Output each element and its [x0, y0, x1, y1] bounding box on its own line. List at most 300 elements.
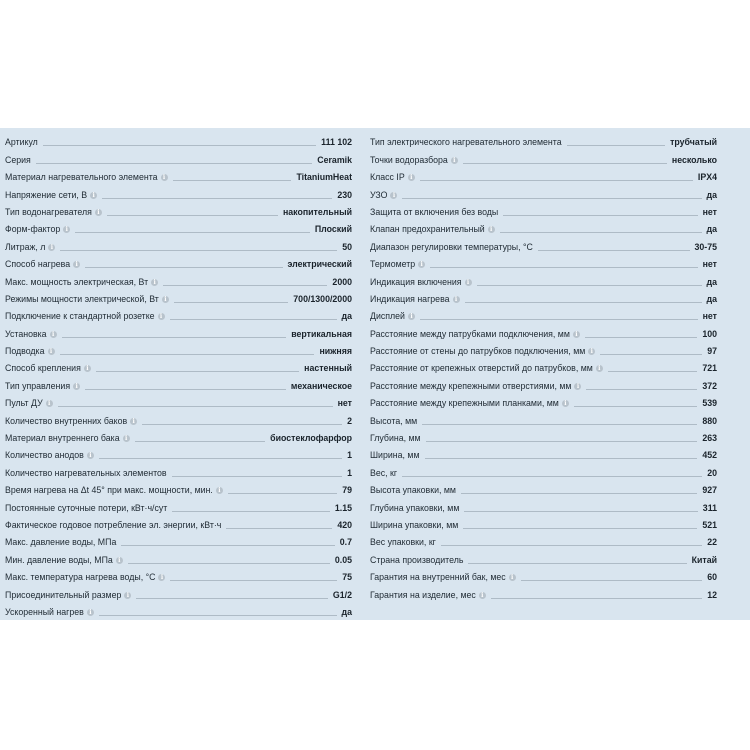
spec-row — [370, 461, 717, 478]
spec-value: да — [706, 293, 717, 304]
spec-value: накопительный — [282, 206, 352, 217]
leader-line — [36, 162, 312, 164]
leader-line — [585, 336, 697, 338]
spec-label-text: Расстояние от крепежных отверстий до патрубков, мм — [370, 363, 593, 374]
info-icon[interactable] — [453, 296, 460, 303]
spec-row — [5, 496, 352, 513]
leader-line — [99, 457, 342, 459]
spec-label — [370, 590, 486, 601]
spec-label — [5, 155, 31, 166]
spec-row — [5, 566, 352, 583]
spec-label-text: Класс IP — [370, 172, 405, 183]
spec-row — [370, 183, 717, 200]
spec-row — [370, 288, 717, 305]
spec-value: да — [706, 224, 717, 235]
leader-line — [107, 214, 278, 216]
leader-line — [420, 179, 693, 181]
spec-label-text: Материал внутреннего бака — [5, 433, 120, 444]
info-icon[interactable] — [46, 400, 53, 407]
spec-row — [5, 444, 352, 461]
info-icon[interactable] — [158, 313, 165, 320]
spec-label — [370, 329, 580, 340]
spec-value: 60 — [707, 572, 717, 583]
spec-label — [370, 294, 460, 305]
spec-label-text: Мин. давление воды, МПа — [5, 554, 113, 565]
spec-row — [5, 322, 352, 339]
info-icon[interactable] — [151, 279, 158, 286]
spec-row — [5, 601, 352, 618]
info-icon[interactable] — [574, 383, 581, 390]
spec-row — [370, 427, 717, 444]
spec-value: 452 — [702, 450, 717, 461]
leader-line — [85, 266, 282, 268]
info-icon[interactable] — [588, 348, 595, 355]
spec-label-text: Диапазон регулировки температуры, °С — [370, 241, 533, 252]
spec-label-text: Фактическое годовое потребление эл. энергии, кВт·ч — [5, 519, 222, 530]
spec-label — [5, 485, 223, 496]
leader-line — [500, 231, 702, 233]
info-icon[interactable] — [408, 174, 415, 181]
spec-label — [370, 190, 397, 201]
spec-label-text: Серия — [5, 154, 31, 165]
spec-label — [370, 416, 417, 427]
spec-row — [5, 392, 352, 409]
spec-label-text: Количество нагревательных элементов — [5, 467, 167, 478]
spec-label-text: Расстояние между крепежными планками, мм — [370, 398, 559, 409]
spec-value: 927 — [702, 485, 717, 496]
spec-row — [370, 444, 717, 461]
info-icon[interactable] — [161, 174, 168, 181]
info-icon[interactable] — [90, 192, 97, 199]
spec-row — [370, 409, 717, 426]
info-icon[interactable] — [48, 244, 55, 251]
spec-label — [370, 485, 456, 496]
info-icon[interactable] — [573, 331, 580, 338]
spec-value: настенный — [304, 363, 352, 374]
spec-label-text: Присоединительный размер — [5, 589, 122, 600]
leader-line — [75, 231, 310, 233]
spec-value: 75 — [342, 572, 352, 583]
spec-label — [5, 520, 221, 531]
spec-label-text: Тип управления — [5, 380, 71, 391]
info-icon[interactable] — [116, 557, 123, 564]
spec-value: нижняя — [319, 346, 352, 357]
spec-label-text: Режимы мощности электрической, Вт — [5, 293, 159, 304]
spec-row — [5, 148, 352, 165]
info-icon[interactable] — [48, 348, 55, 355]
spec-label — [370, 503, 459, 514]
spec-label — [5, 137, 38, 148]
spec-row — [5, 235, 352, 252]
spec-value: 22 — [707, 537, 717, 548]
spec-label — [5, 398, 53, 409]
spec-row — [370, 357, 717, 374]
leader-line — [468, 562, 686, 564]
spec-value: несколько — [671, 154, 717, 165]
spec-label-text: Подводка — [5, 346, 45, 357]
specs-column-left — [5, 131, 352, 618]
leader-line — [60, 353, 315, 355]
spec-label — [370, 555, 463, 566]
leader-line — [62, 336, 287, 338]
leader-line — [173, 179, 292, 181]
info-icon[interactable] — [95, 209, 102, 216]
spec-label — [5, 555, 123, 566]
spec-label-text: Время нагрева на Δt 45° при макс. мощности, мин. — [5, 485, 213, 496]
leader-line — [574, 405, 697, 407]
spec-label — [370, 537, 436, 548]
spec-row — [5, 357, 352, 374]
spec-value: 0.05 — [334, 554, 352, 565]
leader-line — [465, 301, 702, 303]
spec-label-text: Расстояние между патрубками подключения, мм — [370, 328, 570, 339]
info-icon[interactable] — [130, 418, 137, 425]
spec-value: G1/2 — [332, 589, 352, 600]
spec-label-text: Дисплей — [370, 311, 405, 322]
spec-label-text: Установка — [5, 328, 47, 339]
spec-label-text: Страна производитель — [370, 554, 464, 565]
leader-line — [477, 284, 702, 286]
spec-label-text: Глубина, мм — [370, 433, 421, 444]
spec-value: трубчатый — [670, 137, 717, 148]
spec-row — [370, 566, 717, 583]
info-icon[interactable] — [418, 261, 425, 268]
spec-label-text: Макс. мощность электрическая, Вт — [5, 276, 149, 287]
spec-label-text: Высота упаковки, мм — [370, 485, 456, 496]
spec-row — [5, 374, 352, 391]
spec-label-text: Форм-фактор — [5, 224, 61, 235]
leader-line — [600, 353, 702, 355]
spec-label-text: Макс. температура нагрева воды, °С — [5, 572, 156, 583]
spec-label — [5, 381, 80, 392]
spec-row — [5, 583, 352, 600]
spec-label-text: Ширина, мм — [370, 450, 420, 461]
leader-line — [170, 579, 337, 581]
leader-line — [426, 440, 698, 442]
info-icon[interactable] — [158, 574, 165, 581]
spec-label-text: Количество анодов — [5, 450, 84, 461]
info-icon[interactable] — [73, 261, 80, 268]
spec-label-text: Гарантия на внутренний бак, мес — [370, 572, 506, 583]
spec-label — [370, 363, 603, 374]
spec-value: биостеклофарфор — [270, 433, 352, 444]
info-icon[interactable] — [465, 279, 472, 286]
spec-row — [370, 235, 717, 252]
info-icon[interactable] — [63, 226, 70, 233]
leader-line — [172, 510, 330, 512]
spec-row — [370, 131, 717, 148]
spec-label — [370, 259, 425, 270]
spec-label-text: Количество внутренних баков — [5, 415, 128, 426]
leader-line — [402, 475, 702, 477]
spec-row — [370, 514, 717, 531]
spec-value: да — [341, 311, 352, 322]
spec-label — [5, 294, 169, 305]
spec-value: IPX4 — [697, 172, 717, 183]
spec-label-text: Пульт ДУ — [5, 398, 43, 409]
leader-line — [463, 162, 667, 164]
leader-line — [420, 318, 698, 320]
spec-label-text: Гарантия на изделие, мес — [370, 589, 476, 600]
leader-line — [567, 144, 666, 146]
spec-value: Китай — [691, 554, 717, 565]
spec-row — [5, 253, 352, 270]
spec-label — [5, 172, 168, 183]
spec-label — [370, 242, 533, 253]
spec-label-text: Клапан предохранительный — [370, 224, 485, 235]
spec-value: 721 — [702, 363, 717, 374]
spec-label-text: Тип электрического нагревательного элемента — [370, 137, 562, 148]
spec-label — [5, 468, 167, 479]
spec-label — [5, 433, 130, 444]
spec-row — [5, 166, 352, 183]
spec-value: 50 — [342, 241, 352, 252]
leader-line — [174, 301, 288, 303]
spec-label-text: Тип водонагревателя — [5, 206, 92, 217]
spec-label-text: Артикул — [5, 137, 38, 148]
spec-row — [370, 392, 717, 409]
specs-column-right — [370, 131, 717, 601]
spec-label-text: Материал нагревательного элемента — [5, 172, 158, 183]
spec-label-text: Подключение к стандартной розетке — [5, 311, 155, 322]
spec-value: 1.15 — [334, 502, 352, 513]
info-icon[interactable] — [87, 452, 94, 459]
spec-value: 263 — [702, 433, 717, 444]
spec-value: 111 102 — [321, 137, 352, 148]
spec-label-text: Вес упаковки, кг — [370, 537, 436, 548]
spec-label-text: Точки водоразбора — [370, 154, 448, 165]
spec-value: механическое — [290, 380, 352, 391]
spec-row — [370, 340, 717, 357]
spec-row — [5, 409, 352, 426]
spec-label — [370, 468, 397, 479]
spec-label-text: Ширина упаковки, мм — [370, 519, 459, 530]
spec-value: нет — [702, 311, 717, 322]
leader-line — [85, 388, 286, 390]
leader-line — [163, 284, 327, 286]
info-icon[interactable] — [87, 609, 94, 616]
spec-row — [5, 131, 352, 148]
leader-line — [461, 492, 697, 494]
spec-label — [5, 346, 55, 357]
spec-value: Ceramik — [317, 154, 352, 165]
spec-value: 372 — [702, 380, 717, 391]
spec-value: 230 — [337, 189, 352, 200]
leader-line — [228, 492, 337, 494]
spec-label — [370, 207, 498, 218]
info-icon[interactable] — [509, 574, 516, 581]
spec-value: 20 — [707, 467, 717, 478]
spec-label — [370, 277, 472, 288]
info-icon[interactable] — [390, 192, 397, 199]
spec-label-text: Защита от включения без воды — [370, 206, 499, 217]
info-icon[interactable] — [451, 157, 458, 164]
spec-label — [5, 503, 167, 514]
spec-row — [5, 270, 352, 287]
leader-line — [99, 614, 337, 616]
spec-label — [370, 172, 415, 183]
spec-row — [370, 270, 717, 287]
spec-row — [370, 548, 717, 565]
spec-value: 539 — [702, 398, 717, 409]
spec-label — [5, 190, 97, 201]
spec-label — [5, 259, 80, 270]
spec-value: TitaniumHeat — [296, 172, 352, 183]
leader-line — [491, 597, 702, 599]
spec-label — [370, 224, 495, 235]
spec-value: 100 — [702, 328, 717, 339]
spec-label — [5, 329, 57, 340]
info-icon[interactable] — [216, 487, 223, 494]
spec-label — [5, 311, 165, 322]
leader-line — [58, 405, 333, 407]
spec-value: нет — [702, 259, 717, 270]
leader-line — [538, 249, 690, 251]
spec-label — [5, 590, 131, 601]
spec-label — [5, 207, 102, 218]
spec-label-text: Способ крепления — [5, 363, 81, 374]
leader-line — [425, 457, 698, 459]
spec-value: 2 — [347, 415, 352, 426]
spec-row — [5, 305, 352, 322]
spec-label-text: Вес, кг — [370, 467, 398, 478]
spec-label — [5, 607, 94, 618]
spec-row — [5, 201, 352, 218]
spec-row — [370, 374, 717, 391]
spec-value: 521 — [702, 519, 717, 530]
spec-label-text: Высота, мм — [370, 415, 418, 426]
spec-row — [370, 166, 717, 183]
spec-label-text: Ускоренный нагрев — [5, 606, 84, 617]
info-icon[interactable] — [562, 400, 569, 407]
leader-line — [503, 214, 697, 216]
leader-line — [136, 597, 328, 599]
spec-label — [5, 450, 94, 461]
spec-label-text: УЗО — [370, 189, 388, 200]
spec-row — [370, 148, 717, 165]
spec-value: 97 — [707, 346, 717, 357]
leader-line — [521, 579, 703, 581]
spec-label-text: Расстояние между крепежными отверстиями, мм — [370, 380, 572, 391]
spec-row — [370, 322, 717, 339]
leader-line — [102, 197, 332, 199]
spec-value: 880 — [702, 415, 717, 426]
spec-value: 12 — [707, 589, 717, 600]
leader-line — [142, 423, 342, 425]
info-icon[interactable] — [124, 592, 131, 599]
leader-line — [441, 544, 702, 546]
spec-label — [5, 537, 116, 548]
info-icon[interactable] — [73, 383, 80, 390]
spec-label — [370, 398, 569, 409]
spec-row — [370, 253, 717, 270]
spec-value: нет — [337, 398, 352, 409]
spec-row — [370, 479, 717, 496]
spec-value: 311 — [702, 502, 717, 513]
spec-label — [5, 416, 137, 427]
spec-value: 2000 — [332, 276, 352, 287]
spec-value: 420 — [337, 519, 352, 530]
spec-value: нет — [702, 206, 717, 217]
spec-label — [370, 520, 458, 531]
spec-row — [5, 479, 352, 496]
spec-label — [5, 242, 55, 253]
spec-label — [370, 381, 581, 392]
spec-label — [370, 572, 516, 583]
spec-label — [5, 363, 91, 374]
spec-row — [370, 218, 717, 235]
spec-row — [370, 496, 717, 513]
spec-value: вертикальная — [291, 328, 352, 339]
spec-row — [5, 548, 352, 565]
spec-value: да — [341, 606, 352, 617]
spec-label-text: Макс. давление воды, МПа — [5, 537, 117, 548]
info-icon[interactable] — [479, 592, 486, 599]
info-icon[interactable] — [123, 435, 130, 442]
info-icon[interactable] — [596, 365, 603, 372]
spec-label — [5, 277, 158, 288]
spec-row — [5, 183, 352, 200]
spec-label — [370, 450, 420, 461]
spec-row — [5, 288, 352, 305]
leader-line — [135, 440, 266, 442]
spec-label-text: Индикация нагрева — [370, 293, 450, 304]
spec-label — [370, 137, 562, 148]
leader-line — [128, 562, 330, 564]
spec-label — [370, 346, 595, 357]
info-icon[interactable] — [162, 296, 169, 303]
leader-line — [402, 197, 701, 199]
leader-line — [586, 388, 697, 390]
spec-row — [370, 531, 717, 548]
spec-row — [5, 427, 352, 444]
info-icon[interactable] — [84, 365, 91, 372]
spec-label-text: Постоянные суточные потери, кВт·ч/сут — [5, 502, 168, 513]
spec-value: 1 — [347, 467, 352, 478]
spec-row — [5, 218, 352, 235]
info-icon[interactable] — [408, 313, 415, 320]
info-icon[interactable] — [50, 331, 57, 338]
spec-row — [5, 514, 352, 531]
spec-label-text: Литраж, л — [5, 241, 46, 252]
leader-line — [60, 249, 337, 251]
spec-row — [370, 583, 717, 600]
spec-label-text: Индикация включения — [370, 276, 462, 287]
leader-line — [430, 266, 697, 268]
spec-label-text: Расстояние от стены до патрубков подключения, мм — [370, 346, 586, 357]
spec-value: Плоский — [314, 224, 352, 235]
spec-value: да — [706, 276, 717, 287]
leader-line — [422, 423, 697, 425]
spec-value: 700/1300/2000 — [293, 293, 352, 304]
spec-row — [370, 201, 717, 218]
leader-line — [464, 510, 697, 512]
spec-value: 0.7 — [339, 537, 352, 548]
info-icon[interactable] — [488, 226, 495, 233]
spec-value: 1 — [347, 450, 352, 461]
spec-label — [370, 433, 421, 444]
spec-row — [5, 340, 352, 357]
spec-label — [5, 572, 165, 583]
leader-line — [226, 527, 332, 529]
spec-label — [370, 155, 458, 166]
spec-value: да — [706, 189, 717, 200]
spec-label-text: Термометр — [370, 259, 416, 270]
leader-line — [96, 370, 299, 372]
spec-label-text: Способ нагрева — [5, 259, 71, 270]
spec-label — [370, 311, 415, 322]
spec-label-text: Глубина упаковки, мм — [370, 502, 460, 513]
